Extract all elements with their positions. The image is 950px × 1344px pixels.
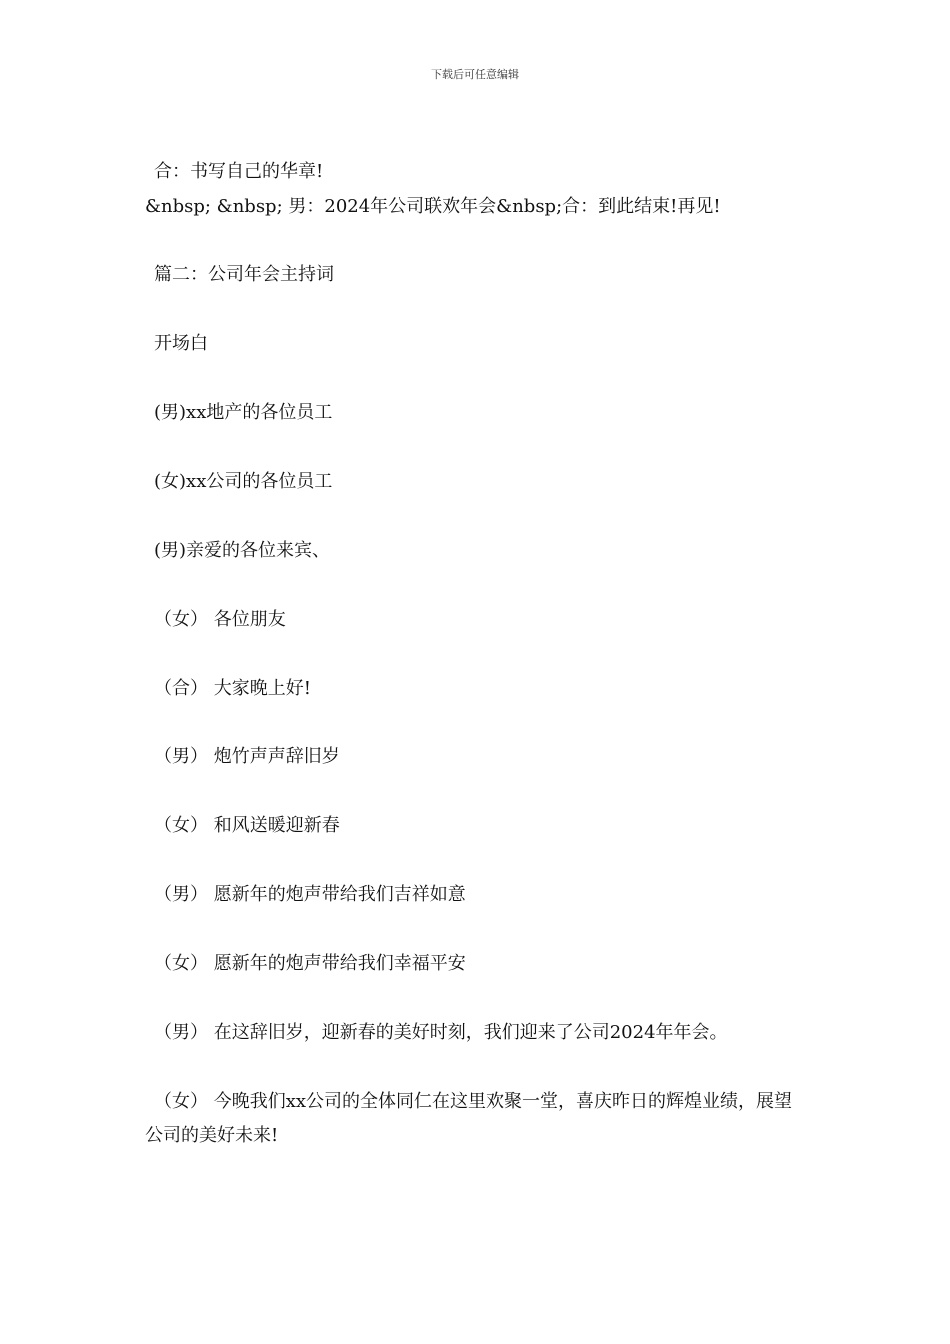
text-line: （合） 大家晚上好!	[154, 678, 311, 699]
text-line: （女） 和风送暖迎新春	[154, 815, 340, 836]
text-line: （男） 在这辞旧岁，迎新春的美好时刻，我们迎来了公司2024年年会。	[154, 1022, 728, 1043]
text-line: （女） 愿新年的炮声带给我们幸福平安	[154, 953, 466, 974]
section-heading: 篇二：公司年会主持词	[154, 264, 334, 285]
text-line: (男)xx地产的各位员工	[154, 402, 333, 423]
text-paragraph: （女） 今晚我们xx公司的全体同仁在这里欢聚一堂，喜庆昨日的辉煌业绩，展望公司的美好未来!	[145, 1091, 793, 1146]
text-line: (女)xx公司的各位员工	[154, 471, 333, 492]
text-line: （男） 愿新年的炮声带给我们吉祥如意	[154, 884, 466, 905]
text-line: 合：书写自己的华章!	[154, 161, 324, 182]
text-line: (男)亲爱的各位来宾、	[154, 540, 331, 561]
text-line: 开场白	[154, 333, 208, 354]
text-line: （女） 各位朋友	[154, 609, 286, 630]
text-line: （男） 炮竹声声辞旧岁	[154, 746, 340, 767]
page-header: 下载后可任意编辑	[431, 68, 519, 81]
text-line: &nbsp; &nbsp; 男：2024年公司联欢年会&nbsp;合：到此结束!再见!	[145, 196, 721, 217]
